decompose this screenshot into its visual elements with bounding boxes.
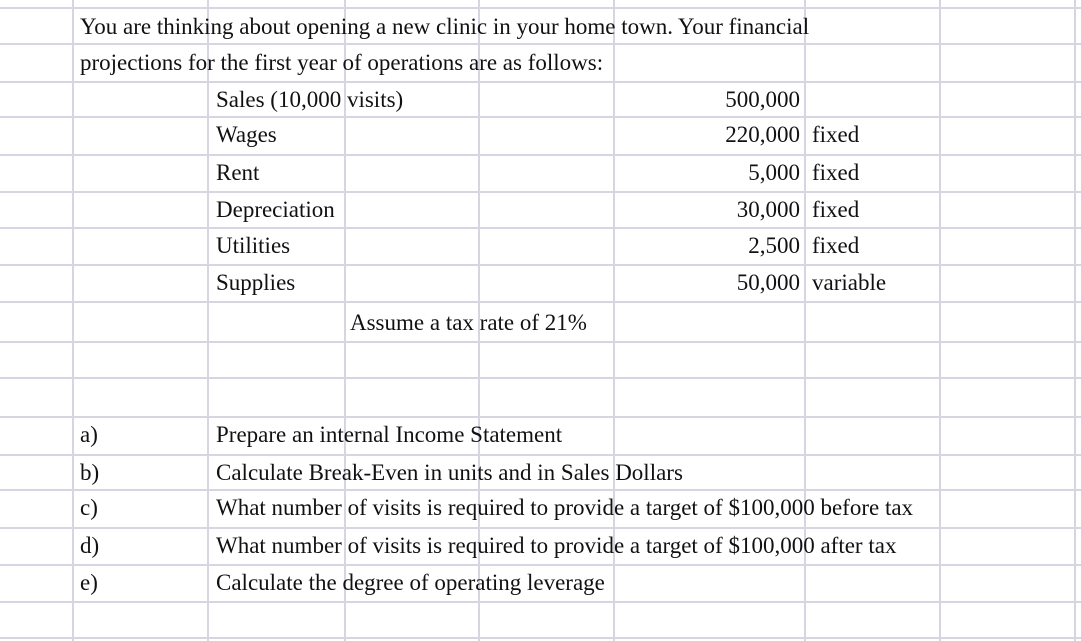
row-divider: [0, 264, 1081, 266]
row-divider: [0, 227, 1081, 229]
column-divider: [1074, 0, 1076, 641]
item-amount[interactable]: 5,000: [748, 160, 800, 185]
row-divider: [0, 116, 1081, 118]
row-divider: [0, 81, 1081, 83]
question-letter[interactable]: b): [80, 460, 100, 485]
item-label[interactable]: Sales (10,000 visits): [216, 87, 404, 112]
item-cost-type[interactable]: fixed: [812, 233, 860, 258]
row-divider: [0, 637, 1081, 639]
row-divider: [0, 377, 1081, 379]
row-divider: [0, 191, 1081, 193]
item-amount[interactable]: 30,000: [736, 197, 800, 222]
item-amount[interactable]: 2,500: [748, 233, 800, 258]
item-label[interactable]: Utilities: [216, 233, 291, 258]
row-divider: [0, 301, 1081, 303]
tax-note[interactable]: Assume a tax rate of 21%: [350, 310, 587, 335]
item-cost-type[interactable]: variable: [812, 270, 887, 295]
question-text[interactable]: Calculate the degree of operating leverage: [216, 570, 605, 595]
question-text[interactable]: Prepare an internal Income Statement: [216, 422, 563, 447]
item-amount[interactable]: 500,000: [725, 87, 800, 112]
item-label[interactable]: Depreciation: [216, 197, 335, 222]
row-divider: [0, 341, 1081, 343]
column-divider: [207, 0, 209, 641]
intro-line-2[interactable]: projections for the first year of operations are as follows:: [80, 50, 604, 75]
item-label[interactable]: Rent: [216, 160, 260, 185]
question-letter[interactable]: d): [80, 533, 100, 558]
question-text[interactable]: Calculate Break-Even in units and in Sales Dollars: [216, 460, 683, 485]
item-cost-type[interactable]: fixed: [812, 122, 860, 147]
row-divider: [0, 154, 1081, 156]
item-cost-type[interactable]: fixed: [812, 160, 860, 185]
question-text[interactable]: What number of visits is required to provide a target of $100,000 before tax: [216, 495, 914, 520]
question-letter[interactable]: a): [80, 422, 98, 447]
question-letter[interactable]: e): [80, 570, 98, 595]
row-divider: [0, 601, 1081, 603]
item-amount[interactable]: 50,000: [736, 270, 800, 295]
intro-line-1[interactable]: You are thinking about opening a new clinic in your home town. Your financial: [80, 14, 810, 39]
question-text[interactable]: What number of visits is required to provide a target of $100,000 after tax: [216, 533, 897, 558]
item-cost-type[interactable]: fixed: [812, 197, 860, 222]
column-divider: [72, 0, 74, 641]
question-letter[interactable]: c): [80, 495, 98, 520]
column-divider: [939, 0, 941, 641]
item-label[interactable]: Supplies: [216, 270, 296, 295]
item-amount[interactable]: 220,000: [725, 122, 800, 147]
item-label[interactable]: Wages: [216, 122, 277, 147]
